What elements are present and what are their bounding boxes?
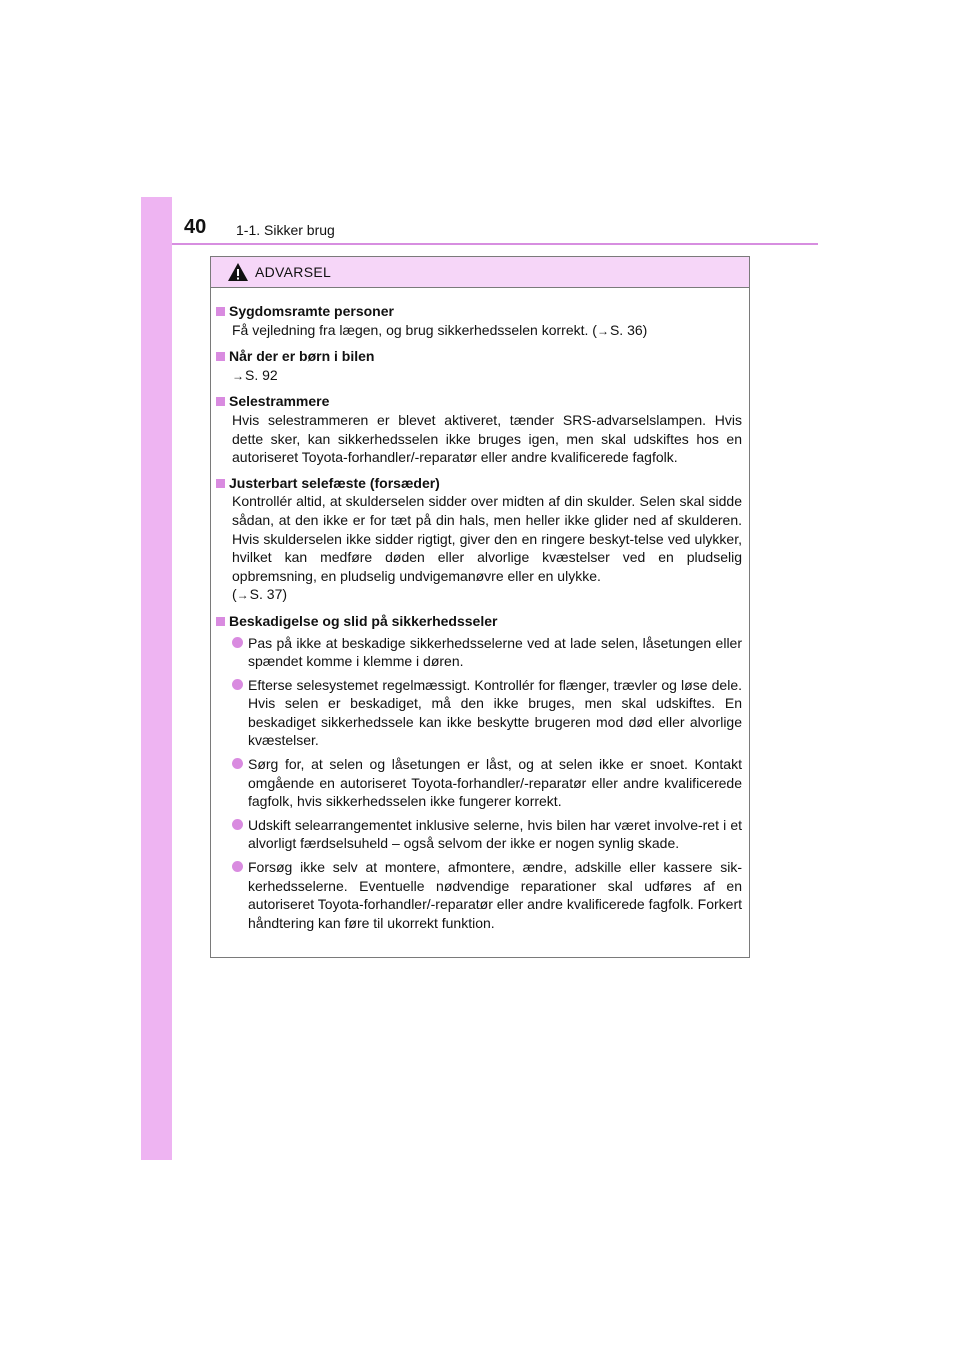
item-heading: Når der er børn i bilen — [229, 348, 375, 365]
warning-item — [216, 612, 742, 933]
list-item: Pas på ikke at beskadige sikkerhedsselerne ved at lade selen, låsetungen eller spændet komme i klemme i døren. — [216, 634, 742, 671]
item-reference: (→S. 37) — [232, 586, 288, 603]
page-reference: S. 92 — [245, 366, 278, 383]
warning-item — [216, 474, 742, 605]
page-reference: S. 36 — [609, 321, 643, 338]
item-text: Hvis selestrammeren er blevet aktiveret, tænder SRS-advarselslampen. Hvis dette sker, kan sikkerhedsselen ikke bruges igen, men skal udskiftes hos en autoriseret Toyota-forhandler/-reparatør eller andre kvalificerede fagfolk. — [232, 411, 742, 466]
item-text: Kontrollér altid, at skulderselen sidder over midten af din skulder. Selen skal sidde sådan, at den ikke er for tæt på din hals, men heller ikke glider ned af skulderen. Hvis skulderselen ikke sidder rigtigt, giver den en ringere beskyt-telse ved ulykker, hvilket kan medføre døden eller alvorlige kvæstelser ved en pludselig opbremsning, en pludselig undvigemanøvre eller en ulykke. — [232, 493, 742, 584]
list-item: Sørg for, at selen og låsetungen er låst, og at selen ikke er snoet. Kontakt omgående en autoriseret Toyota-forhandler/-reparatør eller andre kvalificerede fagfolk, hvis sikkerhedsselen ikke fungerer korrekt. — [216, 755, 742, 811]
item-reference — [216, 366, 742, 386]
warning-triangle-icon — [227, 262, 249, 282]
side-band — [141, 197, 172, 1160]
round-bullet-icon — [232, 819, 243, 830]
warning-box — [210, 256, 750, 958]
item-heading: Sygdomsramte personer — [229, 303, 394, 319]
list-item: Udskift selearrangementet inklusive selerne, hvis bilen har været involve-ret i et alvorligt færdselsuheld – også selvom der ikke er nogen synlig skade. — [216, 816, 742, 853]
warning-body — [211, 288, 749, 932]
header-rule — [172, 243, 818, 245]
warning-item — [216, 302, 742, 340]
arrow-icon: → — [236, 588, 249, 603]
round-bullet-icon — [232, 679, 243, 690]
square-bullet-icon — [216, 307, 225, 316]
list-item: Efterse selesystemet regelmæssigt. Kontrollér for flænger, trævler og løse dele. Hvis selen er beskadiget, må den ikke bruges, men skal udskiftes. En beskadiget sikkerhedssele kan ikke beskytte brugeren mod død eller alvorlige kvæstelser. — [216, 676, 742, 750]
square-bullet-icon — [216, 479, 225, 488]
item-text: Få vejledning fra lægen, og brug sikkerhedsselen korrekt. (→S. 36) — [232, 321, 648, 338]
section-title: 1-1. Sikker brug — [236, 222, 335, 238]
square-bullet-icon — [216, 397, 225, 406]
square-bullet-icon — [216, 617, 225, 626]
square-bullet-icon — [216, 352, 225, 361]
round-bullet-icon — [232, 637, 243, 648]
item-heading: Justerbart selefæste (forsæder) — [229, 474, 440, 491]
warning-item — [216, 347, 742, 385]
warning-title: ADVARSEL — [255, 264, 332, 280]
item-heading: Beskadigelse og slid på sikkerhedsseler — [229, 612, 498, 629]
warning-item — [216, 392, 742, 466]
page-reference: S. 37 — [249, 586, 283, 603]
round-bullet-icon — [232, 861, 243, 872]
list-item: Forsøg ikke selv at montere, afmontere, ændre, adskille eller kassere sik-kerhedsselerne. Eventuelle nødvendige reparationer skal udføres af en autoriseret Toyota-forhandler/-reparatør eller andre kvalificerede fagfolk. Forkert håndtering kan føre til ukorrekt funktion. — [216, 858, 742, 932]
arrow-icon: → — [596, 323, 609, 338]
page-number: 40 — [184, 216, 207, 238]
warning-header — [211, 257, 749, 288]
round-bullet-icon — [232, 758, 243, 769]
item-heading: Selestrammere — [229, 393, 330, 410]
arrow-icon: → — [232, 368, 244, 383]
